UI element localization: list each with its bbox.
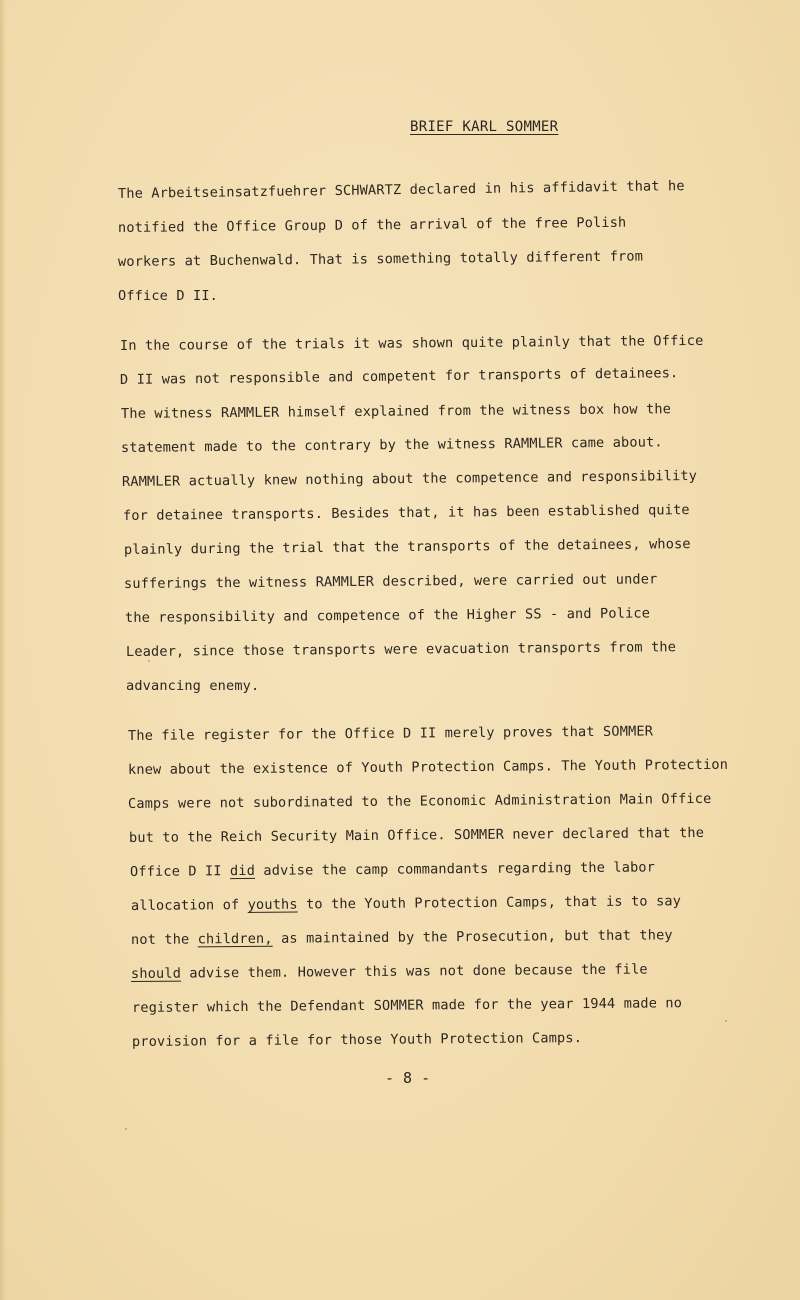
text-segment: to the Youth Protection Camps, that is to say (297, 893, 682, 913)
underlined-word: children, (197, 930, 273, 948)
text-line: knew about the existence of Youth Protection Camps. The Youth Protection (127, 756, 729, 778)
text-line: D II was not responsible and competent for transports of detainees. (119, 365, 679, 388)
text-line: provision for a file for those Youth Protection Camps. (131, 1030, 583, 1050)
text-segment: allocation of (130, 896, 248, 914)
text-line: the responsibility and competence of the Higher SS - and Police (124, 605, 651, 626)
document-title: BRIEF KARL SOMMER (410, 119, 559, 135)
text-line (131, 927, 673, 948)
text-line: notified the Office Group D of the arrival of the free Polish (117, 214, 627, 236)
text-line: sufferings the witness RAMMLER described, were carried out under (123, 571, 658, 592)
paper-speck (148, 660, 150, 662)
underlined-word: did (229, 862, 256, 880)
paper-speck (725, 1020, 727, 1022)
text-line: The file register for the Office D II merely proves that SOMMER (127, 723, 654, 744)
page-number: - 8 - (385, 1069, 431, 1087)
text-line: for detainee transports. Besides that, it has been established quite (122, 502, 690, 524)
text-line: statement made to the contrary by the witness RAMMLER came about. (120, 434, 663, 456)
text-line (131, 893, 681, 914)
underlined-word: should (130, 965, 182, 982)
text-line: In the course of the trials it was shown quite plainly that the Office (119, 332, 704, 354)
text-segment: Office D II (129, 863, 231, 880)
text-line (131, 961, 648, 982)
text-line: RAMMLER actually knew nothing about the competence and responsibility (121, 467, 698, 490)
text-line (130, 859, 655, 880)
page-edge-shadow (0, 0, 6, 1300)
text-segment: advise the camp commandants regarding the labor (254, 859, 656, 879)
text-segment: as maintained by the Prosecution, but that they (272, 927, 673, 947)
paper-speck (125, 1128, 127, 1130)
text-line: workers at Buchenwald. That is something totally different from (117, 248, 644, 270)
text-segment: advise them. However this was not done because the file (180, 961, 648, 982)
text-line: The witness RAMMLER himself explained from the witness box how the (120, 401, 672, 422)
text-line: Camps were not subordinated to the Economic Administration Main Office (127, 790, 712, 812)
text-line: but to the Reich Security Main Office. SOMMER never declared that the (128, 824, 705, 846)
text-line: plainly during the trial that the transports of the detainees, whose (123, 536, 691, 558)
text-line: register which the Defendant SOMMER made for the year 1944 made no (131, 995, 683, 1016)
text-line: Leader, since those transports were evacuation transports from the (125, 639, 677, 660)
text-line: Office D II. (118, 288, 219, 304)
text-line: advancing enemy. (126, 678, 260, 694)
text-segment: not the (130, 931, 198, 948)
text-line: The Arbeitseinsatzfuehrer SCHWARTZ declared in his affidavit that he (117, 178, 685, 202)
underlined-word: youths (247, 896, 298, 913)
